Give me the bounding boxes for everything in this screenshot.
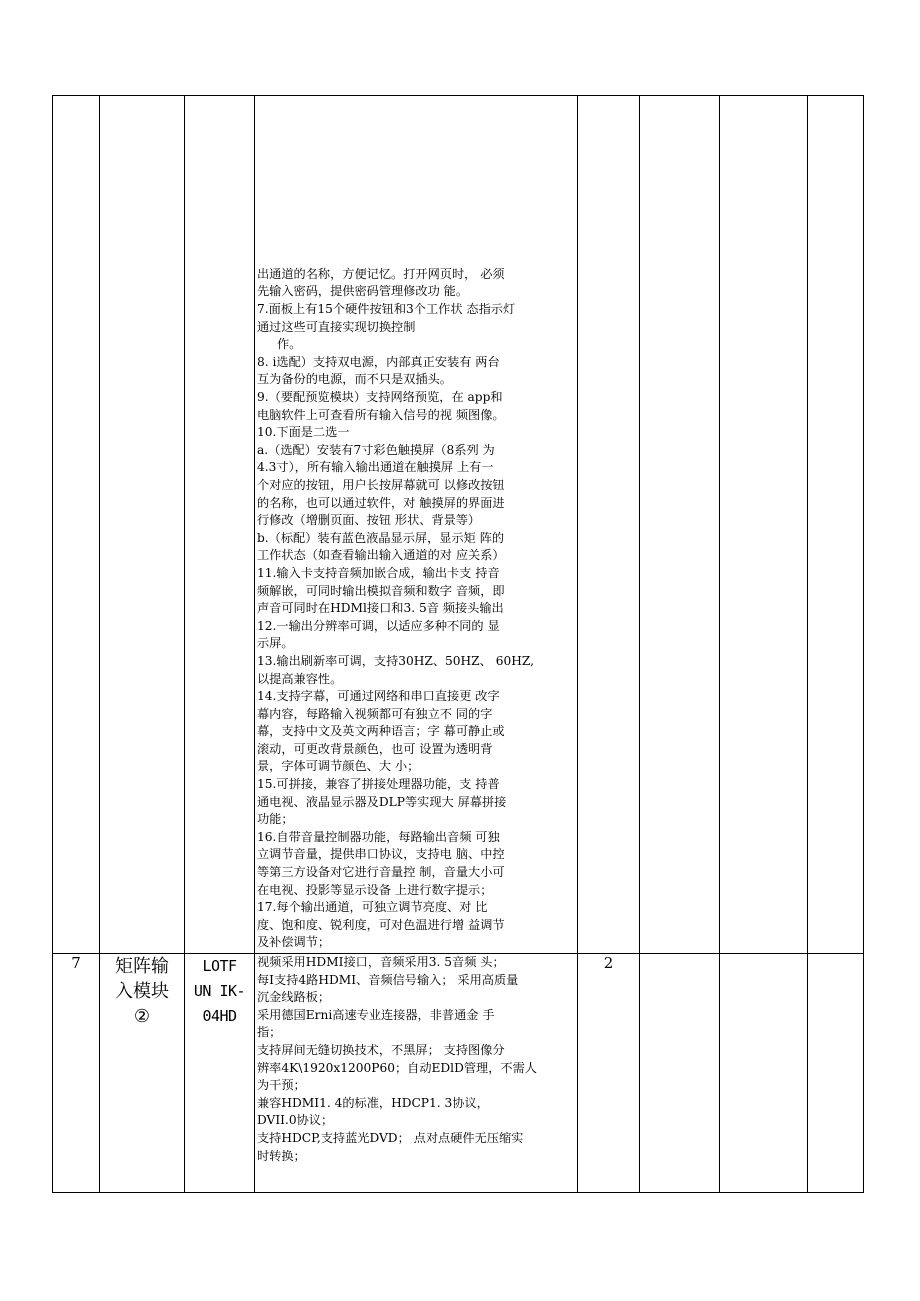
description-line: 先输入密码，提供密码管理修改功 能。 <box>257 284 469 299</box>
description-line: 立调节音量，提供串口协议，支持电 脑、中控 <box>257 847 505 862</box>
description-line: 时转换； <box>257 1148 306 1163</box>
description-line: 7.面板上有15个硬件按钮和3个工作状 态指示灯 <box>257 302 516 317</box>
description-line: 互为备份的电源，而不只是双插头。 <box>257 372 452 387</box>
description-line: 14.支持字幕，可通过网络和串口直接更 改字 <box>257 689 500 704</box>
description-text <box>257 266 574 952</box>
index-cell <box>53 96 100 954</box>
empty-cell <box>720 96 808 954</box>
description-line: 为干预； <box>257 1078 306 1093</box>
name-line: ② <box>133 1006 151 1027</box>
description-line: 度、饱和度、锐利度，可对色温进行增 益调节 <box>257 917 505 932</box>
description-line: 幕，支持中文及英文两种语言；字 幕可静止或 <box>257 724 505 739</box>
description-line: 9.（要配预览模块）支持网络预览，在 app和 <box>257 390 503 404</box>
description-line: 的名称，也可以通过软件，对 触摸屏的界面进 <box>257 495 505 510</box>
description-line: 指； <box>257 1025 282 1040</box>
description-line: 以提高兼容性。 <box>257 671 343 686</box>
description-line: 13.输出刷新率可调，支持30HZ、50HZ、 60HZ, <box>257 653 534 668</box>
name-line: 入模块 <box>115 981 169 1002</box>
description-line: 作。 <box>277 337 302 352</box>
description-text <box>257 954 574 1165</box>
description-line: 17.每个输出通道，可独立调节亮度、对 比 <box>257 900 488 915</box>
description-line: 通过这些可直接实现切换控制 <box>257 319 416 334</box>
spec-table <box>52 95 864 1193</box>
description-line: DVΙI.0协议； <box>257 1113 334 1128</box>
description-line: 幕内容，每路输入视频都可有独立不 同的字 <box>257 706 493 721</box>
empty-cell <box>808 954 864 1193</box>
description-line: 4.3寸），所有输入输出通道在触摸屏 上有一 <box>257 460 494 475</box>
description-line: 12.一输出分辨率可调，以适应多种不同的 显 <box>257 618 500 633</box>
description-line: 11.输入卡支持音频加嵌合成，输出卡支 持音 <box>257 565 500 580</box>
model-cell <box>185 954 255 1193</box>
description-line: 10.下面是二选一 <box>257 425 350 440</box>
table-row-continued <box>53 96 864 954</box>
description-line: 频解嵌，可同时输出模拟音频和数字 音频，即 <box>257 583 505 598</box>
description-line: 兼容HDMI1. 4的标准，HDCP1. 3协议， <box>257 1095 489 1110</box>
model-cell <box>185 96 255 954</box>
description-line: 功能； <box>257 812 294 827</box>
name-line: 矩阵输 <box>115 956 169 977</box>
description-line: 8. i选配）支持双电源，内部真正安装有 两台 <box>257 354 500 369</box>
description-cell <box>255 954 578 1193</box>
description-line: 电脑软件上可查看所有输入信号的视 频图像。 <box>257 407 505 422</box>
quantity-cell <box>578 96 640 954</box>
empty-cell <box>720 954 808 1193</box>
description-line: 在电视、投影等显示设备 上进行数字提示； <box>257 882 493 897</box>
description-line: b.（标配）装有蓝色液晶显示屏，显示矩 阵的 <box>257 530 505 545</box>
description-line: 及补偿调节； <box>257 935 331 950</box>
description-line: 个对应的按钮，用户长按屏幕就可 以修改按钮 <box>257 477 505 492</box>
empty-cell <box>640 954 720 1193</box>
model-line: 04HD <box>202 1007 237 1025</box>
description-line: 声音可同时在HDMl接口和3. 5音 频接头输出 <box>257 601 504 616</box>
description-line: 辨率4K\1920x1200P60；自动EDlD管理，不需人 <box>257 1060 537 1075</box>
description-line: 支持屏间无缝切换技术，不黑屏； 支持图像分 <box>257 1042 505 1057</box>
table-row-7 <box>53 954 864 1193</box>
description-line: a.（选配）安装有7寸彩色触摸屏（8系列 为 <box>257 442 495 457</box>
empty-cell <box>808 96 864 954</box>
quantity-cell: 2 <box>578 954 640 1193</box>
description-line: 支持HDCP,支持蓝光DVD； 点对点硬件无压缩实 <box>257 1130 524 1145</box>
description-line: 16.自带音量控制器功能，每路输出音频 可独 <box>257 829 500 844</box>
description-line: 采用德国Erni高速专业连接器，非普通金 手 <box>257 1007 495 1022</box>
description-line: 滚动，可更改背景颜色，也可 设置为透明背 <box>257 741 493 756</box>
description-line: 通电视、液晶显示器及DLP等实现大 屏幕拼接 <box>257 794 507 809</box>
description-line: 等第三方设备对它进行音量控 制，音量大小可 <box>257 865 505 880</box>
empty-cell <box>640 96 720 954</box>
model-line: UN IK- <box>193 982 246 1000</box>
description-line: 行修改（增删页面、按钮 形状、背景等） <box>257 513 481 528</box>
name-cell <box>100 96 185 954</box>
description-line: 每I支持4路HDMI、音频信号输入； 采用高质量 <box>257 972 519 987</box>
description-line: 15.可拼接，兼容了拼接处理器功能，支 持普 <box>257 777 500 792</box>
index-cell: 7 <box>53 954 100 1193</box>
description-line: 示屏。 <box>257 636 294 651</box>
description-line: 工作状态（如查看输出输入通道的对 应关系） <box>257 548 505 563</box>
description-line: 景，字体可调节颜色、大 小； <box>257 759 420 774</box>
description-line: 沉金线路板； <box>257 990 331 1005</box>
description-line: 视频采用HDMI接口，音频采用3. 5音频 头； <box>257 955 505 969</box>
description-line: 出通道的名称，方便记忆。打开网页时， 必须 <box>257 266 505 281</box>
model-line: LOTF <box>202 957 237 975</box>
description-cell <box>255 96 578 954</box>
name-cell <box>100 954 185 1193</box>
